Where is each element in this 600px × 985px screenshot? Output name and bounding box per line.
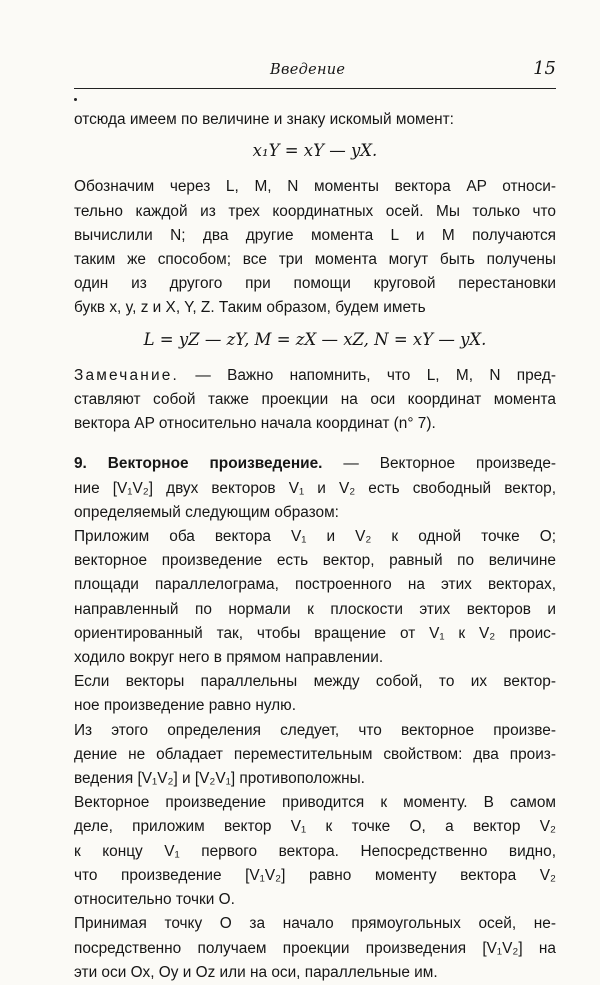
text-line: ведения [V₁V₂] и [V₂V₁] противоположны.	[74, 770, 365, 788]
text-line: Приложим оба вектора V₁ и V₂ к одной точке O;	[74, 528, 556, 546]
text-line	[74, 364, 556, 388]
paragraph-projections	[74, 912, 556, 985]
paragraph-noncommutative	[74, 719, 556, 792]
formula-moments-lmn: L = yZ — zY, M = zX — xZ, N = xY — yX.	[143, 329, 487, 349]
text-line: ставляют собой также проекции на оси координат момента	[74, 391, 556, 409]
text-line: направленный по нормали к плоскости этих векторов и	[74, 600, 556, 618]
remark-text: — Важно напомнить, что L, M, N пред-	[179, 366, 556, 384]
text-line	[74, 452, 556, 476]
text-line: к концу V₁ первого вектора. Непосредственно видно,	[74, 842, 556, 860]
text-line: что произведение [V₁V₂] равно моменту вектора V₂	[74, 866, 556, 884]
text-line: векторное произведение есть вектор, равный по величине	[74, 552, 556, 570]
text-line: отсюда имеем по величине и знаку искомый момент:	[74, 111, 454, 128]
spacer	[74, 436, 556, 452]
text-line: определяемый следующим образом:	[74, 503, 339, 521]
text-line: ориентированный так, чтобы вращение от V₁ к V₂ проис-	[74, 624, 556, 642]
running-title: Введение	[270, 62, 346, 78]
text-line: ное произведение равно нулю.	[74, 697, 296, 715]
text-line: Обозначим через L, M, N моменты вектора AP относи-	[74, 178, 556, 196]
text-line: эти оси Ox, Oy и Oz или на оси, параллельные им.	[74, 963, 438, 981]
text-line: ходило вокруг него в прямом направлении.	[74, 649, 384, 667]
text-line: Если векторы параллельны между собой, то их вектор-	[74, 673, 556, 691]
paragraph-apply-vectors	[74, 525, 556, 670]
text-line: таким же способом; все три момента могут быть получены	[74, 251, 556, 269]
text-line: букв x, y, z и X, Y, Z. Таким образом, будем иметь	[74, 299, 426, 317]
section-number: 9.	[74, 455, 87, 473]
text-line: тельно каждой из трех координатных осей. Мы только что	[74, 202, 556, 220]
paragraph-parallel	[74, 670, 556, 718]
text-line: дение не обладает переместительным свойством: два произ-	[74, 745, 556, 763]
ink-speck	[74, 98, 77, 101]
text-line: деле, приложим вектор V₁ к точке O, а вектор V₂	[74, 818, 556, 836]
text-line: Векторное произведение приводится к моменту. В самом	[74, 794, 556, 812]
text-line: вычислили N; два другие момента L и M получаются	[74, 226, 556, 244]
remark-label: Замечание.	[74, 366, 179, 384]
text-line: ние [V₁V₂] двух векторов V₁ и V₂ есть свободный вектор,	[74, 479, 556, 497]
formula-moment-n: x₁Y = xY — yX.	[252, 141, 378, 161]
paragraph-moment-relation	[74, 791, 556, 912]
page-body	[74, 108, 556, 985]
text-line: посредственно получаем проекции произведения [V₁V₂] на	[74, 939, 556, 957]
text-line: Принимая точку O за начало прямоугольных осей, не-	[74, 915, 556, 933]
page-number: 15	[533, 58, 556, 79]
text-line: один из другого при помощи круговой перестановки	[74, 275, 556, 293]
paragraph-remark	[74, 364, 556, 437]
text-line: Из этого определения следует, что векторное произве-	[74, 721, 556, 739]
section-9-definition	[74, 452, 556, 525]
section-title: Векторное произведение.	[107, 455, 323, 473]
paragraph-moments	[74, 175, 556, 320]
text-line: относительно точки O.	[74, 891, 235, 909]
page-header	[74, 60, 556, 89]
intro-paragraph	[74, 108, 556, 132]
text-line: площади параллелограма, построенного на этих векторах,	[74, 576, 556, 594]
text-line: вектора AP относительно начала координат (n° 7).	[74, 415, 436, 433]
section-text: — Векторное произведе-	[322, 455, 557, 473]
